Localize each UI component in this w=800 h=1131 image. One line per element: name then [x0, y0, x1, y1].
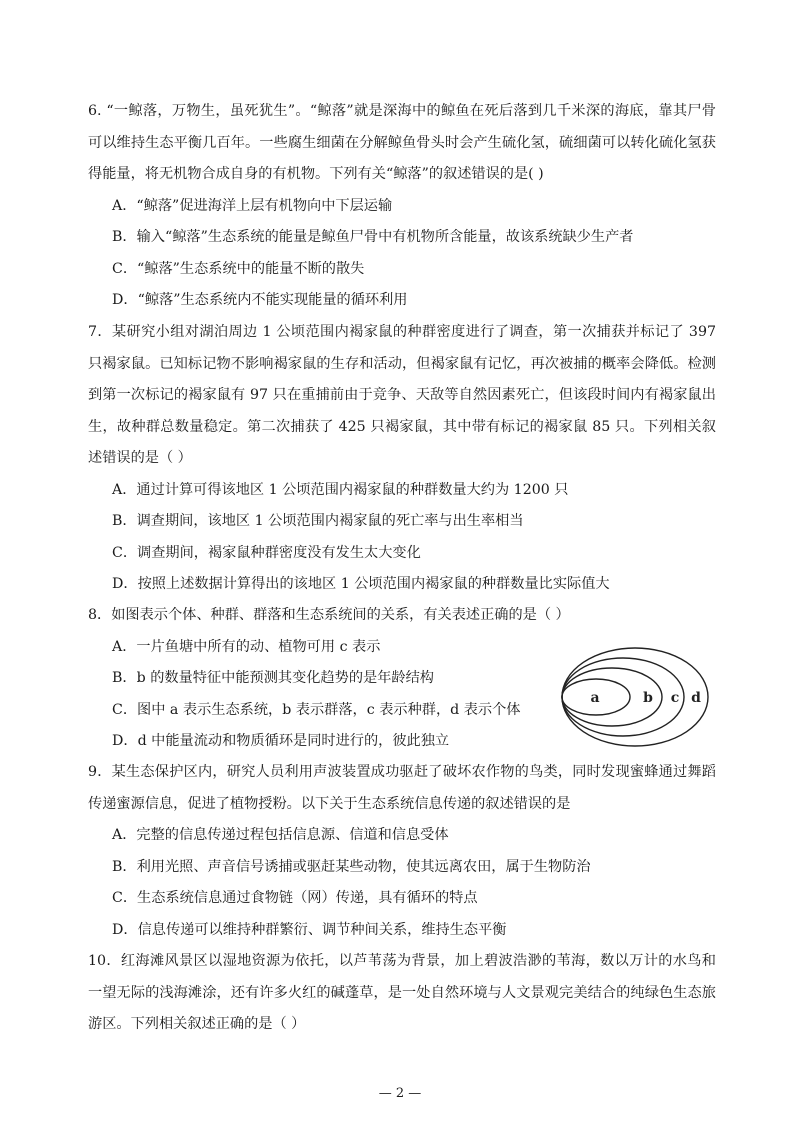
option-d: D．“鲸落”生态系统内不能实现能量的循环利用: [112, 292, 408, 308]
option-c: C．调查期间，褐家鼠种群密度没有发生太大变化: [112, 544, 421, 561]
option-a: A．一片鱼塘中所有的动、植物可用 c 表示: [112, 638, 381, 655]
option-b: B．调查期间，该地区 1 公顷范围内褐家鼠的死亡率与出生率相当: [112, 513, 524, 529]
option-d: D．信息传递可以维持种群繁衍、调节种间关系，维持生态平衡: [112, 921, 507, 938]
label-d: d: [691, 690, 701, 706]
question-stem: 9．某生态保护区内，研究人员利用声波装置成功驱赶了破坏农作物的鸟类，同时发现蜜蜂通过舞蹈传递蜜源信息，促进了植物授粉。以下关于生态系统信息传递的叙述错误的是: [88, 764, 716, 812]
option-b: B．输入“鲸落”生态系统的能量是鲸鱼尸骨中有机物所含能量，故该系统缺少生产者: [112, 229, 634, 245]
option-c: C．“鲸落”生态系统中的能量不断的散失: [112, 260, 365, 277]
page-number: — 2 —: [378, 1086, 422, 1101]
label-b: b: [643, 690, 653, 706]
label-a: a: [590, 690, 600, 706]
ellipse-c: [562, 658, 684, 736]
question-7: [88, 317, 716, 601]
question-6: [88, 96, 716, 317]
option-b: B．b 的数量特征中能预测其变化趋势的是年龄结构: [112, 670, 434, 686]
question-10: [88, 946, 716, 1041]
question-stem: 10．红海滩风景区以湿地资源为依托，以芦苇荡为背景，加上碧波浩渺的苇海，数以万计的水鸟和一望无际的浅海滩涂，还有许多火红的碱蓬草，是一处自然环境与人文景观完美结合的纯绿色生态旅游区。下列相关叙述正确的是（ ）: [88, 953, 716, 1032]
option-d: D．按照上述数据计算得出的该地区 1 公顷范围内褐家鼠的种群数量比实际值大: [112, 576, 610, 592]
question-9: [88, 757, 716, 946]
option-a: A．“鲸落”促进海洋上层有机物向中下层运输: [112, 197, 393, 214]
question-stem: 6. “一鲸落，万物生，虽死犹生”。“鲸落”就是深海中的鲸鱼在死后落到几千米深的海底，靠其尸骨可以维持生态平衡几百年。一些腐生细菌在分解鲸鱼骨头时会产生硫化氢，硫细菌可以转化硫化氢获得能量，将无机物合成自身的有机物。下列有关“鲸落”的叙述错误的是( ): [88, 103, 716, 182]
ellipse-d: [562, 648, 708, 746]
option-c: C．图中 a 表示生态系统，b 表示群落，c 表示种群，d 表示个体: [112, 701, 521, 718]
nested-ellipse-diagram: [560, 646, 710, 748]
question-stem: 7．某研究小组对湖泊周边 1 公顷范围内褐家鼠的种群密度进行了调查，第一次捕获并标记了 397 只褐家鼠。已知标记物不影响褐家鼠的生存和活动，但褐家鼠有记忆，再次被捕的概率会降低。检测到第一次标记的褐家鼠有 97 只在重捕前由于竞争、天敌等自然因素死亡，但该段时间内有褐家鼠出生，故种群总数量稳定。第二次捕获了 425 只褐家鼠，其中带有标记的褐家鼠 85 只。下列相关叙述错误的是（ ）: [88, 324, 716, 466]
option-a: A．通过计算可得该地区 1 公顷范围内褐家鼠的种群数量大约为 1200 只: [112, 481, 569, 498]
option-c: C．生态系统信息通过食物链（网）传递，具有循环的特点: [112, 890, 478, 906]
question-stem: 8．如图表示个体、种群、群落和生态系统间的关系，有关表述正确的是（ ）: [88, 607, 570, 623]
label-c: c: [670, 690, 680, 706]
option-b: B．利用光照、声音信号诱捕或驱赶某些动物，使其远离农田，属于生物防治: [112, 858, 591, 875]
option-d: D．d 中能量流动和物质循环是同时进行的，彼此独立: [112, 733, 450, 749]
option-a: A．完整的信息传递过程包括信息源、信道和信息受体: [112, 827, 449, 843]
